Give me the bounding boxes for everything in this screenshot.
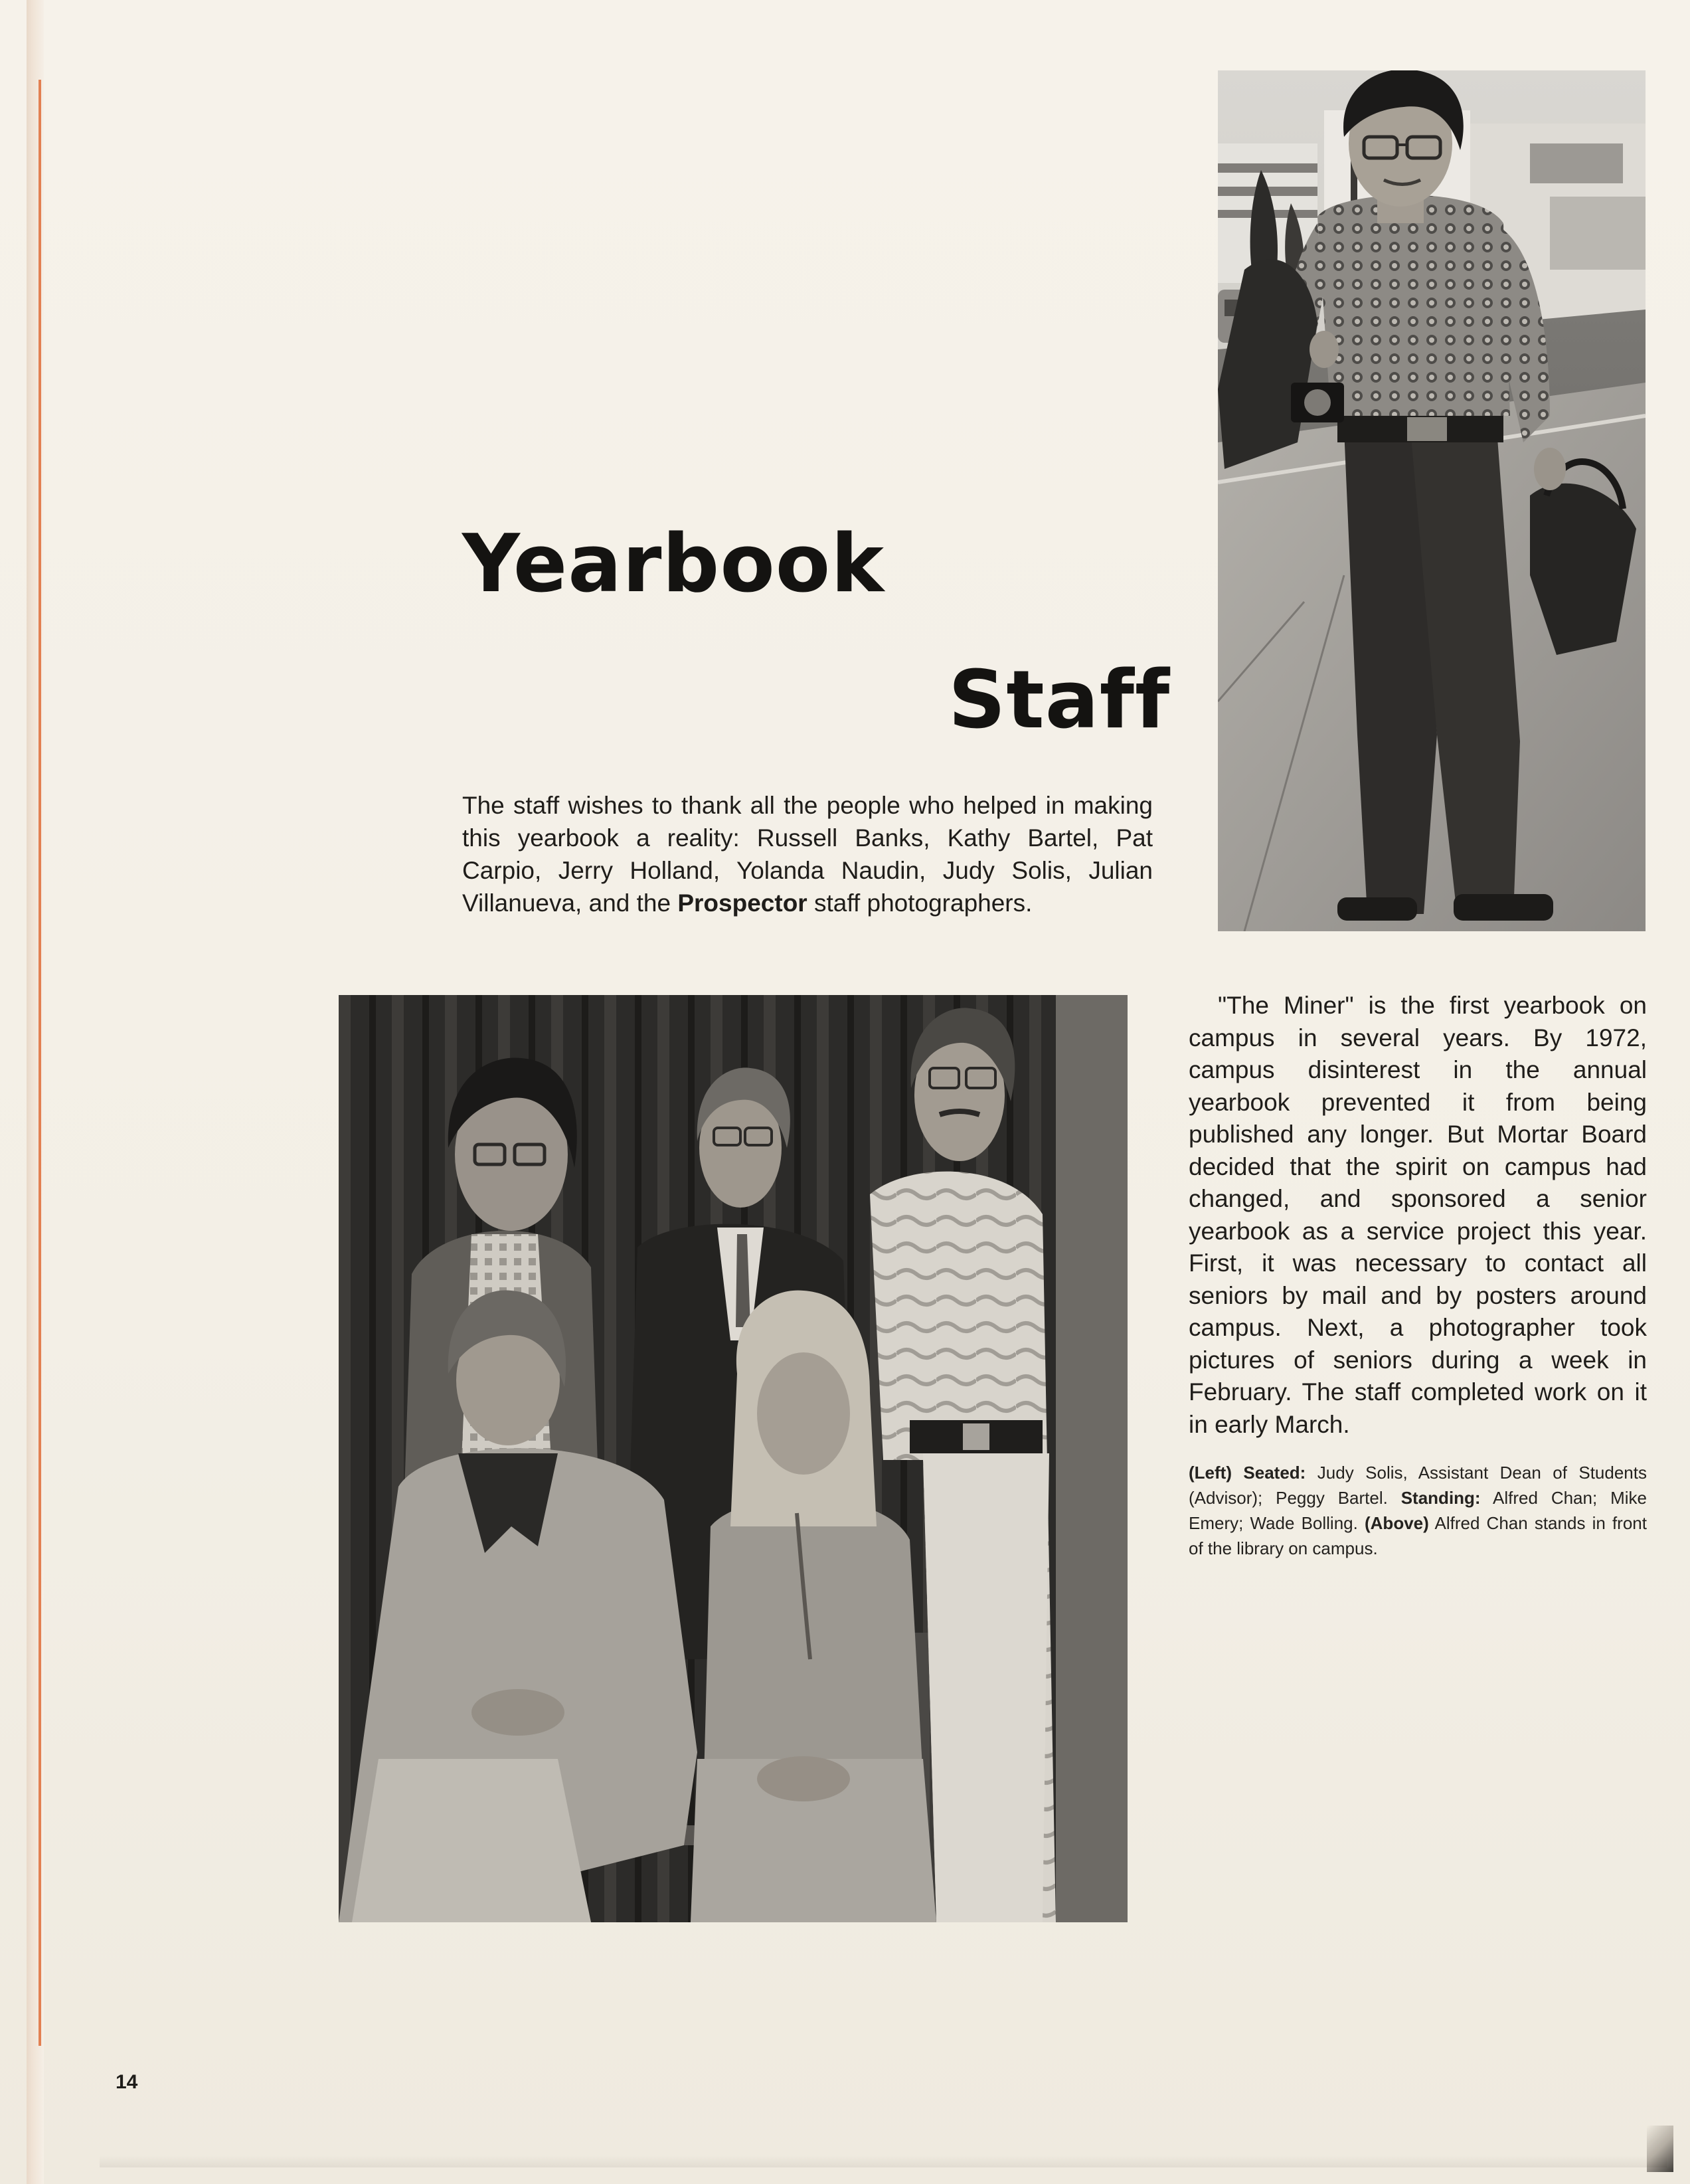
binding-line: [39, 80, 41, 2046]
page-corner-shadow: [1647, 2126, 1673, 2172]
binding-edge: [27, 0, 44, 2184]
acknowledgements-paragraph: [462, 789, 1153, 919]
caption-standing-text: Alfred Chan; Mike Emery; Wade Bolling.: [1189, 1488, 1647, 1533]
caption-standing-label: Standing:: [1400, 1488, 1481, 1508]
photo-alfred-chan-svg: [1218, 70, 1646, 931]
caption-seated-label: Seated:: [1243, 1463, 1306, 1483]
page-title-yearbook: Yearbook: [462, 518, 885, 610]
caption-left-label: (Left): [1189, 1463, 1232, 1483]
yearbook-story-paragraph: [1189, 990, 1647, 1441]
photo-alfred-chan-library: [1218, 70, 1646, 931]
prospector-name: Prospector: [677, 889, 807, 917]
page-bottom-shadow: [100, 2155, 1667, 2167]
caption-above-text: Alfred Chan stands in front of the library on campus.: [1189, 1513, 1647, 1558]
page-title-staff: Staff: [948, 654, 1171, 747]
caption-above-label: (Above): [1365, 1513, 1429, 1533]
page-number: 14: [116, 2071, 138, 2093]
acknowledgements-text: The staff wishes to thank all the people who helped in making this yearbook a reality: Russell Banks, Kathy Bartel, Pat Carpio, Jerry Holland, Yolanda Naudin, Judy Solis, Julian Villanueva, and the: [462, 792, 1153, 917]
acknowledgements-text-end: staff photographers.: [807, 889, 1033, 917]
caption-seated-text: Judy Solis, Assistant Dean of Students (Advisor); Peggy Bartel.: [1189, 1463, 1647, 1508]
photo-yearbook-staff-group: [339, 995, 1128, 1922]
photo-caption: [1189, 1460, 1647, 1561]
photo-group-svg: [339, 995, 1128, 1922]
yearbook-story-text: "The Miner" is the first yearbook on campus in several years. By 1972, campus disinterest in the annual yearbook prevented it from being published any longer. But Mortar Board decided that the spirit on campus had changed, and sponsored a senior yearbook as a service project this year. First, it was necessary to contact all seniors by mail and by posters around campus. Next, a photographer took pictures of seniors during a week in February. The staff completed work on it in early March.: [1189, 992, 1647, 1438]
